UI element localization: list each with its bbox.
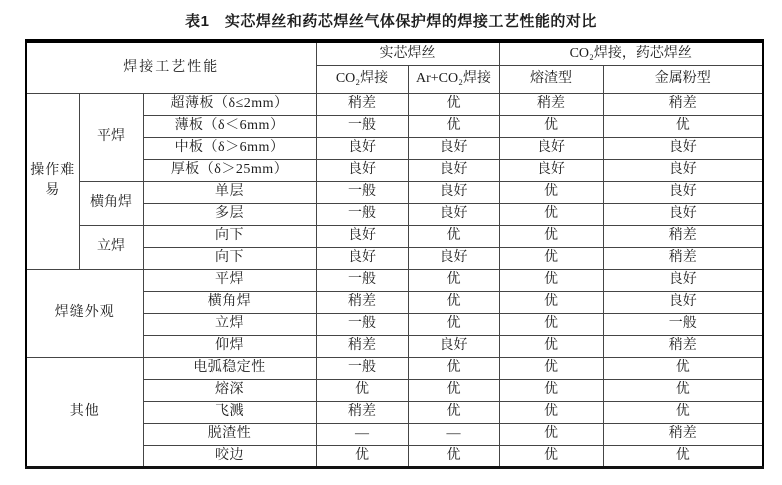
value-cell: 优 (408, 357, 499, 379)
value-cell: 优 (499, 335, 603, 357)
value-cell: 优 (499, 181, 603, 203)
header-co2-welding: CO₂焊接 (316, 65, 408, 93)
row-label-cell: 脱渣性 (143, 423, 316, 445)
value-cell: 稍差 (316, 93, 408, 115)
sub-label-cell: 立焊 (79, 225, 143, 269)
value-cell: 稍差 (603, 247, 763, 269)
value-cell: 一般 (603, 313, 763, 335)
value-cell: 一般 (316, 115, 408, 137)
value-cell: 稍差 (603, 225, 763, 247)
value-cell: 良好 (603, 203, 763, 225)
header-metal-powder-type: 金属粉型 (603, 65, 763, 93)
value-cell: 优 (499, 291, 603, 313)
value-cell: 良好 (408, 159, 499, 181)
value-cell: 优 (499, 247, 603, 269)
value-cell: 稍差 (603, 335, 763, 357)
welding-comparison-table (25, 39, 764, 469)
value-cell: 优 (316, 445, 408, 467)
group-label-cell: 操作难易 (26, 93, 79, 269)
value-cell: 优 (408, 401, 499, 423)
row-label-cell: 横角焊 (143, 291, 316, 313)
value-cell: 优 (499, 313, 603, 335)
value-cell: — (316, 423, 408, 445)
value-cell: 优 (408, 313, 499, 335)
row-label-cell: 向下 (143, 225, 316, 247)
sub-label-cell: 横角焊 (79, 181, 143, 225)
row-label-cell: 厚板（δ＞25mm） (143, 159, 316, 181)
row-label-cell: 平焊 (143, 269, 316, 291)
sub-label-cell: 平焊 (79, 93, 143, 181)
value-cell: 稍差 (316, 401, 408, 423)
value-cell: 优 (603, 379, 763, 401)
table-row (26, 357, 763, 379)
value-cell: 稍差 (499, 93, 603, 115)
value-cell: 良好 (316, 225, 408, 247)
row-label-cell: 单层 (143, 181, 316, 203)
row-label-cell: 薄板（δ＜6mm） (143, 115, 316, 137)
row-label-cell: 仰焊 (143, 335, 316, 357)
row-label-cell: 超薄板（δ≤2mm） (143, 93, 316, 115)
value-cell: 优 (499, 203, 603, 225)
header-ar-co2-welding: Ar+CO₂焊接 (408, 65, 499, 93)
value-cell: 良好 (408, 247, 499, 269)
value-cell: 良好 (603, 291, 763, 313)
value-cell: 良好 (408, 203, 499, 225)
value-cell: 优 (499, 445, 603, 467)
header-solid-wire: 实芯焊丝 (316, 41, 499, 65)
row-label-cell: 咬边 (143, 445, 316, 467)
value-cell: 良好 (603, 159, 763, 181)
value-cell: 良好 (316, 137, 408, 159)
value-cell: 良好 (603, 137, 763, 159)
value-cell: 优 (603, 445, 763, 467)
header-flux-cored-wire: CO₂焊接，药芯焊丝 (499, 41, 763, 65)
row-label-cell: 多层 (143, 203, 316, 225)
value-cell: 良好 (316, 159, 408, 181)
value-cell: 良好 (408, 137, 499, 159)
value-cell: 优 (408, 269, 499, 291)
value-cell: 优 (603, 401, 763, 423)
value-cell: — (408, 423, 499, 445)
value-cell: 良好 (408, 181, 499, 203)
value-cell: 优 (408, 225, 499, 247)
value-cell: 良好 (316, 247, 408, 269)
table-row (26, 269, 763, 291)
value-cell: 稍差 (316, 335, 408, 357)
value-cell: 优 (408, 379, 499, 401)
value-cell: 一般 (316, 269, 408, 291)
table-title: 表1 实芯焊丝和药芯焊丝气体保护焊的焊接工艺性能的对比 (185, 13, 597, 30)
value-cell: 优 (603, 115, 763, 137)
header-welding-process-performance: 焊接工艺性能 (26, 41, 316, 93)
value-cell: 稍差 (316, 291, 408, 313)
row-label-cell: 熔深 (143, 379, 316, 401)
value-cell: 优 (499, 357, 603, 379)
value-cell: 优 (499, 115, 603, 137)
value-cell: 优 (499, 423, 603, 445)
value-cell: 一般 (316, 357, 408, 379)
value-cell: 优 (499, 379, 603, 401)
row-label-cell: 飞溅 (143, 401, 316, 423)
value-cell: 良好 (603, 269, 763, 291)
value-cell: 稍差 (603, 423, 763, 445)
value-cell: 优 (408, 445, 499, 467)
value-cell: 一般 (316, 181, 408, 203)
value-cell: 一般 (316, 203, 408, 225)
value-cell: 良好 (499, 159, 603, 181)
row-label-cell: 向下 (143, 247, 316, 269)
row-label-cell: 立焊 (143, 313, 316, 335)
row-label-cell: 中板（δ＞6mm） (143, 137, 316, 159)
value-cell: 优 (408, 115, 499, 137)
value-cell: 优 (499, 269, 603, 291)
value-cell: 一般 (316, 313, 408, 335)
row-label-cell: 电弧稳定性 (143, 357, 316, 379)
value-cell: 优 (408, 93, 499, 115)
table-row (26, 93, 763, 115)
value-cell: 优 (603, 357, 763, 379)
value-cell: 优 (408, 291, 499, 313)
value-cell: 良好 (499, 137, 603, 159)
value-cell: 优 (499, 401, 603, 423)
value-cell: 优 (316, 379, 408, 401)
group-label-cell: 焊缝外观 (26, 269, 143, 357)
value-cell: 优 (499, 225, 603, 247)
value-cell: 良好 (603, 181, 763, 203)
table-row (26, 181, 763, 203)
header-slag-type: 熔渣型 (499, 65, 603, 93)
value-cell: 稍差 (603, 93, 763, 115)
value-cell: 良好 (408, 335, 499, 357)
table-row (26, 225, 763, 247)
header-row-groups (26, 41, 763, 65)
group-label-cell: 其他 (26, 357, 143, 467)
